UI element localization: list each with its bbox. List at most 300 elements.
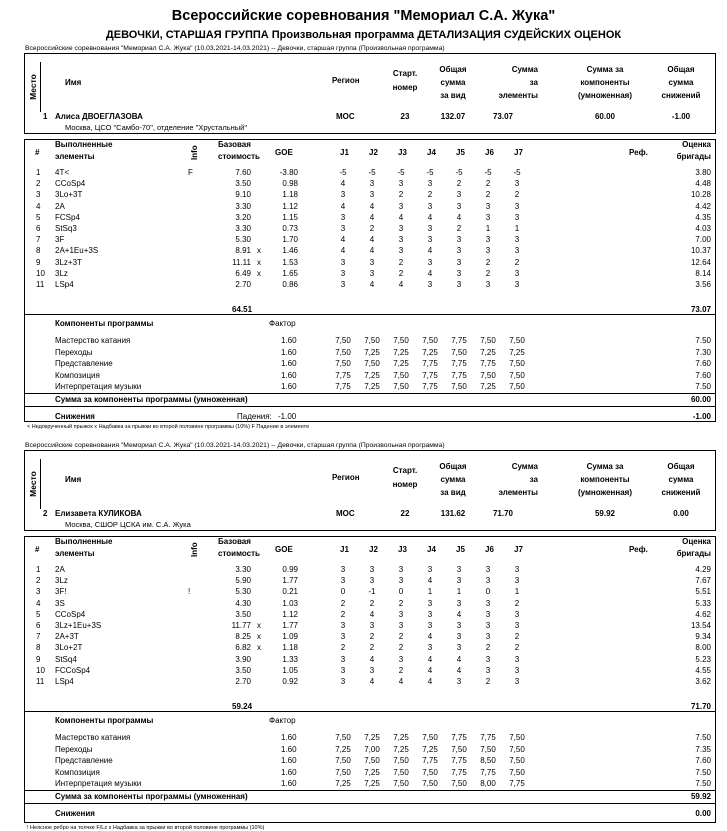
judge-component-score: 7,50 <box>393 370 409 380</box>
component-panel-score: 7.50 <box>695 733 711 742</box>
judge-component-score: 7,50 <box>335 733 351 742</box>
judge-score: 2 <box>514 598 520 608</box>
judge-score: 3 <box>340 677 346 686</box>
judge-component-score: 7,25 <box>480 347 496 357</box>
judge-score: -5 <box>484 168 492 177</box>
component-panel-score: 7.50 <box>695 779 711 789</box>
judge-score: 3 <box>456 677 462 686</box>
judge-component-score: 7,50 <box>364 336 380 345</box>
judge-score: 2 <box>514 257 520 267</box>
judge-score: 3 <box>485 609 491 619</box>
judge-component-score: 7,25 <box>364 382 380 392</box>
judge-component-score: 7,25 <box>364 779 380 789</box>
element-row <box>25 235 715 246</box>
judge-4-header: J4 <box>427 545 436 554</box>
element-number: 9 <box>36 257 41 267</box>
judge-6-header: J6 <box>485 545 494 554</box>
component-factor: 1.60 <box>281 382 297 392</box>
judge-score: 3 <box>514 665 520 675</box>
base-value-total: 59.24 <box>232 702 253 711</box>
element-panel-score: 9.34 <box>695 632 711 642</box>
element-panel-score: 10.28 <box>690 190 711 200</box>
skater-tes: 71.70 <box>492 509 514 518</box>
element-base-value: 3.50 <box>235 179 251 189</box>
component-row <box>25 348 715 359</box>
skater-club: Москва, ЦСО "Самбо-70", отделение "Хрустальный" <box>65 123 248 132</box>
component-panel-score: 7.50 <box>695 382 711 392</box>
judge-component-score: 7,50 <box>480 744 496 754</box>
element-base-value: 9.10 <box>235 190 251 200</box>
judge-score: 3 <box>485 246 491 256</box>
element-goe: 0.73 <box>282 224 298 233</box>
tes-header: Сумма за элементы <box>498 462 538 497</box>
judge-score: 3 <box>427 179 433 189</box>
judge-component-score: 7,50 <box>480 336 496 345</box>
judge-score: 3 <box>485 621 491 630</box>
judge-score: 3 <box>340 280 346 289</box>
judge-score: 2 <box>485 268 491 278</box>
element-base-value: 6.49 <box>235 268 251 278</box>
judge-component-score: 7,50 <box>451 347 467 357</box>
judge-component-score: 7,75 <box>422 756 438 766</box>
judge-score: 3 <box>427 643 433 653</box>
judge-score: 2 <box>485 643 491 653</box>
judge-score: -5 <box>339 168 347 177</box>
skater-deductions: 0.00 <box>673 509 689 518</box>
judge-score: 4 <box>456 212 462 222</box>
judge-score: 3 <box>398 201 404 211</box>
num-header: # <box>35 545 40 554</box>
judge-component-score: 7,75 <box>335 382 351 392</box>
judge-component-score: 7,50 <box>480 370 496 380</box>
judge-score: 3 <box>398 235 404 245</box>
judge-score: 3 <box>514 609 520 619</box>
element-number: 6 <box>36 621 41 630</box>
element-goe: 0.98 <box>282 179 298 189</box>
component-row <box>25 779 715 790</box>
skater-name: Алиса ДВОЕГЛАЗОВА <box>55 112 143 121</box>
judge-score: 1 <box>514 224 520 233</box>
element-number: 7 <box>36 632 41 642</box>
judge-score: 2 <box>340 598 346 608</box>
element-goe: 1.46 <box>282 246 298 256</box>
elements-total: 71.70 <box>690 702 711 711</box>
judge-score: 3 <box>340 632 346 642</box>
judge-component-score: 7,00 <box>364 744 380 754</box>
judge-3-header: J3 <box>398 545 407 554</box>
judge-4-header: J4 <box>427 148 436 157</box>
element-base-value: 3.50 <box>235 609 251 619</box>
element-row <box>25 565 715 576</box>
judge-score: 3 <box>427 565 433 574</box>
judge-score: 3 <box>340 257 346 267</box>
judge-score: 3 <box>340 212 346 222</box>
judge-score: 4 <box>340 235 346 245</box>
judge-score: 2 <box>398 632 404 642</box>
judge-score: 4 <box>456 654 462 664</box>
legend: ! Неясное ребро на толчке F/Lz x Надбавка за прыжки во второй половине программы (10%) <box>27 825 265 831</box>
element-goe: 1.33 <box>282 654 298 664</box>
element-name: 3Lz+1Eu+3S <box>55 621 102 630</box>
element-base-value: 5.30 <box>235 235 251 245</box>
element-number: 5 <box>36 212 41 222</box>
judge-component-score: 7,50 <box>451 382 467 392</box>
skater-rank: 1 <box>43 112 48 121</box>
element-number: 11 <box>36 280 45 289</box>
judge-score: 3 <box>456 598 462 608</box>
judge-component-score: 7,75 <box>422 370 438 380</box>
component-panel-score: 7.30 <box>695 347 711 357</box>
judge-score: 3 <box>456 190 462 200</box>
skater-region: МОС <box>336 112 355 121</box>
element-name: LSp4 <box>55 280 74 289</box>
judge-component-score: 7,50 <box>422 733 438 742</box>
judge-score: 3 <box>485 576 491 586</box>
panel-score-header: Оценка бригады <box>676 537 711 558</box>
name-header: Имя <box>65 78 82 87</box>
judge-component-score: 7,50 <box>364 359 380 369</box>
judge-component-score: 7,25 <box>335 744 351 754</box>
element-base-value: 5.30 <box>235 587 251 597</box>
component-row <box>25 336 715 347</box>
judge-score: 3 <box>340 268 346 278</box>
judge-component-score: 7,50 <box>364 756 380 766</box>
component-panel-score: 7.60 <box>695 370 711 380</box>
element-panel-score: 12.64 <box>690 257 711 267</box>
element-base-value: 8.25 <box>235 632 251 642</box>
component-row <box>25 382 715 393</box>
judge-6-header: J6 <box>485 148 494 157</box>
judge-score: 4 <box>427 246 433 256</box>
judge-score: 2 <box>398 257 404 267</box>
elements-total: 73.07 <box>690 305 711 314</box>
deductions-header: Общая сумма снижений <box>661 65 701 100</box>
judge-1-header: J1 <box>340 545 349 554</box>
judge-component-score: 8,50 <box>480 756 496 766</box>
element-number: 2 <box>36 179 41 189</box>
goe-header: GOE <box>275 148 293 157</box>
element-number: 3 <box>36 587 41 597</box>
judge-score: 2 <box>369 643 375 653</box>
element-name: 3Lo+2T <box>55 643 83 653</box>
skater-pcs: 60.00 <box>594 112 616 121</box>
element-number: 2 <box>36 576 41 586</box>
element-goe: 1.18 <box>282 190 298 200</box>
judge-5-header: J5 <box>456 148 465 157</box>
component-row <box>25 733 715 744</box>
judge-component-score: 7,50 <box>509 370 525 380</box>
skater-start-number: 22 <box>400 509 410 518</box>
judge-component-score: 7,25 <box>422 744 438 754</box>
base-value-total: 64.51 <box>232 305 253 314</box>
judge-score: 3 <box>369 665 375 675</box>
judge-component-score: 7,75 <box>509 779 525 789</box>
judge-score: 3 <box>340 621 346 630</box>
judge-1-header: J1 <box>340 148 349 157</box>
element-row <box>25 224 715 235</box>
component-factor: 1.60 <box>281 347 297 357</box>
element-name: 3F! <box>55 587 67 597</box>
judge-component-score: 7,25 <box>480 382 496 392</box>
element-name: FCCoSp4 <box>55 665 91 675</box>
element-row <box>25 269 715 280</box>
judge-score: 3 <box>485 565 491 574</box>
element-number: 4 <box>36 598 41 608</box>
legend: < Недокрученный прыжок x Надбавка за прыжки во второй половине программы (10%) F Падение в элементе <box>27 424 310 430</box>
element-name: FCSp4 <box>55 212 80 222</box>
element-number: 7 <box>36 235 41 245</box>
judge-score: 2 <box>340 609 346 619</box>
info-header: Info <box>190 542 199 557</box>
judge-component-score: 7,50 <box>509 336 525 345</box>
element-number: 10 <box>36 665 45 675</box>
components-sum: 60.00 <box>690 395 711 404</box>
component-factor: 1.60 <box>281 756 297 766</box>
judge-component-score: 7,75 <box>451 359 467 369</box>
element-goe: 1.77 <box>282 621 298 630</box>
element-panel-score: 8.00 <box>695 643 711 653</box>
judge-score: -5 <box>368 168 376 177</box>
judge-component-score: 7,50 <box>451 744 467 754</box>
element-name: CCoSp4 <box>55 179 86 189</box>
element-panel-score: 3.80 <box>695 168 711 177</box>
page-header <box>0 8 727 42</box>
judge-score: 3 <box>485 632 491 642</box>
element-base-value: 3.20 <box>235 212 251 222</box>
deductions-header: Общая сумма снижений <box>661 462 701 497</box>
element-name: 3Lz+3T <box>55 257 82 267</box>
skater-name: Елизавета КУЛИКОВА <box>55 509 142 518</box>
judge-score: 3 <box>427 201 433 211</box>
judge-score: 2 <box>398 665 404 675</box>
element-name: CCoSp4 <box>55 609 86 619</box>
judge-2-header: J2 <box>369 545 378 554</box>
judge-component-score: 7,75 <box>422 359 438 369</box>
element-name: 2A <box>55 201 65 211</box>
judge-score: 3 <box>514 179 520 189</box>
page-title: Всероссийские соревнования "Мемориал С.А. Жука" <box>171 8 556 24</box>
element-name: 3Lo+3T <box>55 190 83 200</box>
component-name: Композиция <box>55 767 100 777</box>
judge-score: 3 <box>485 212 491 222</box>
elements-box <box>24 536 716 823</box>
element-base-value: 3.30 <box>235 224 251 233</box>
judge-component-score: 7,75 <box>480 359 496 369</box>
element-panel-score: 7.00 <box>695 235 711 245</box>
component-factor: 1.60 <box>281 744 297 754</box>
element-row <box>25 213 715 224</box>
element-goe: 0.92 <box>282 677 298 686</box>
judge-component-score: 7,25 <box>393 359 409 369</box>
judge-score: 3 <box>340 665 346 675</box>
element-row <box>25 632 715 643</box>
element-row <box>25 599 715 610</box>
element-number: 8 <box>36 643 41 653</box>
judge-score: 3 <box>398 179 404 189</box>
judge-score: 3 <box>340 576 346 586</box>
judge-score: 3 <box>427 235 433 245</box>
judge-score: 3 <box>456 632 462 642</box>
element-row <box>25 666 715 677</box>
element-row <box>25 643 715 654</box>
component-name: Интерпретация музыки <box>55 779 142 789</box>
element-base-value: 11.11 <box>232 257 251 267</box>
element-panel-score: 3.56 <box>695 280 711 289</box>
judge-score: 3 <box>514 268 520 278</box>
judge-score: 2 <box>369 224 375 233</box>
components-title: Компоненты программы <box>55 319 154 328</box>
judge-component-score: 7,50 <box>422 336 438 345</box>
judge-score: 4 <box>427 212 433 222</box>
element-base-value: 3.30 <box>235 201 251 211</box>
judge-component-score: 7,75 <box>480 733 496 742</box>
element-row <box>25 246 715 257</box>
element-bonus-marker: x <box>257 621 261 630</box>
element-name: 2A <box>55 565 65 574</box>
component-name: Интерпретация музыки <box>55 382 142 392</box>
judge-component-score: 7,25 <box>393 744 409 754</box>
num-header: # <box>35 148 40 157</box>
element-goe: 0.99 <box>282 565 298 574</box>
total-score-header: Общая сумма за вид <box>439 65 467 100</box>
judge-score: 3 <box>456 576 462 586</box>
element-base-value: 3.30 <box>235 565 251 574</box>
judge-component-score: 7,75 <box>451 733 467 742</box>
judge-score: 4 <box>398 677 404 686</box>
judge-score: 4 <box>369 201 375 211</box>
judge-score: 3 <box>456 268 462 278</box>
region-header: Регион <box>332 473 360 482</box>
judge-score: 3 <box>427 280 433 289</box>
element-number: 10 <box>36 268 45 278</box>
element-row <box>25 179 715 190</box>
component-panel-score: 7.60 <box>695 756 711 766</box>
judge-score: 2 <box>398 268 404 278</box>
judge-score: -5 <box>455 168 463 177</box>
referee-header: Реф. <box>629 148 648 157</box>
judge-score: 3 <box>398 654 404 664</box>
executed-elements-header: Выполненные элементы <box>55 537 113 558</box>
judge-component-score: 7,50 <box>422 767 438 777</box>
judge-component-score: 7,75 <box>335 370 351 380</box>
executed-elements-header: Выполненные элементы <box>55 140 113 161</box>
element-name: LSp4 <box>55 677 74 686</box>
judge-score: 3 <box>398 224 404 233</box>
element-goe: 0.21 <box>282 587 298 597</box>
skater-rank: 2 <box>43 509 48 518</box>
judge-score: 4 <box>340 201 346 211</box>
element-panel-score: 4.62 <box>695 609 711 619</box>
element-base-value: 11.77 <box>231 621 251 630</box>
judge-score: 2 <box>427 190 433 200</box>
start-number-header: Старт. номер <box>392 69 418 92</box>
judge-component-score: 7,50 <box>451 779 467 789</box>
judge-score: 1 <box>514 587 520 597</box>
judge-component-score: 7,50 <box>509 744 525 754</box>
element-goe: 1.70 <box>282 235 298 245</box>
judge-component-score: 7,75 <box>451 336 467 345</box>
judge-score: 3 <box>456 235 462 245</box>
element-panel-score: 4.29 <box>695 565 711 574</box>
pcs-header: Сумма за компоненты (умноженная) <box>578 65 632 100</box>
skater-pcs: 59.92 <box>594 509 616 518</box>
element-base-value: 3.50 <box>235 665 251 675</box>
element-name: 2A+3T <box>55 632 79 642</box>
judge-score: 3 <box>514 565 520 574</box>
judge-score: 2 <box>485 677 491 686</box>
judge-score: 3 <box>514 576 520 586</box>
judge-score: 4 <box>369 235 375 245</box>
summary-box <box>24 53 716 134</box>
judge-score: 1 <box>427 587 433 597</box>
judge-component-score: 7,75 <box>422 382 438 392</box>
judge-component-score: 8,00 <box>480 779 496 789</box>
judge-component-score: 7,50 <box>422 779 438 789</box>
judge-score: 3 <box>485 654 491 664</box>
component-name: Представление <box>55 359 113 369</box>
judge-score: 3 <box>369 565 375 574</box>
components-title: Компоненты программы <box>55 716 154 725</box>
judge-score: 2 <box>485 257 491 267</box>
element-bonus-marker: x <box>257 632 261 642</box>
judge-score: -5 <box>426 168 434 177</box>
judge-score: 4 <box>398 280 404 289</box>
judge-score: 4 <box>369 609 375 619</box>
components-sum-label: Сумма за компоненты программы (умноженная) <box>55 792 248 801</box>
judge-score: 4 <box>369 654 375 664</box>
judge-score: 2 <box>340 643 346 653</box>
judge-score: 2 <box>514 632 520 642</box>
element-row <box>25 202 715 213</box>
judge-component-score: 7,75 <box>451 756 467 766</box>
element-panel-score: 7.67 <box>695 576 711 586</box>
judge-component-score: 7,50 <box>509 359 525 369</box>
element-base-value: 6.82 <box>235 643 251 653</box>
judge-score: 3 <box>369 190 375 200</box>
judge-score: 3 <box>485 598 491 608</box>
element-row <box>25 190 715 201</box>
element-goe: 1.53 <box>282 257 298 267</box>
element-bonus-marker: x <box>257 268 261 278</box>
element-base-value: 5.90 <box>235 576 251 586</box>
element-row <box>25 655 715 666</box>
judge-score: 2 <box>514 643 520 653</box>
element-goe: -3.80 <box>279 168 298 177</box>
component-panel-score: 7.50 <box>695 767 711 777</box>
judge-score: 2 <box>369 632 375 642</box>
element-goe: 1.18 <box>282 643 298 653</box>
component-factor: 1.60 <box>281 767 297 777</box>
element-number: 8 <box>36 246 41 256</box>
judge-7-header: J7 <box>514 545 523 554</box>
judge-component-score: 7,50 <box>509 767 525 777</box>
element-panel-score: 5.23 <box>695 654 711 664</box>
judge-score: -1 <box>368 587 376 597</box>
judge-component-score: 7,25 <box>393 347 409 357</box>
component-row <box>25 371 715 382</box>
page-subtitle: ДЕВОЧКИ, СТАРШАЯ ГРУППА Произвольная программа ДЕТАЛИЗАЦИЯ СУДЕЙСКИХ ОЦЕНОК <box>105 29 622 41</box>
factor-header: Фактор <box>269 716 296 725</box>
judge-component-score: 7,50 <box>335 359 351 369</box>
judge-component-score: 7,50 <box>509 756 525 766</box>
component-name: Композиция <box>55 370 100 380</box>
rank-column-header: Место <box>26 62 41 112</box>
element-name: 2A+1Eu+3S <box>55 246 99 256</box>
judge-component-score: 7,25 <box>509 347 525 357</box>
pcs-header: Сумма за компоненты (умноженная) <box>578 462 632 497</box>
judge-score: 3 <box>427 598 433 608</box>
component-factor: 1.60 <box>281 733 297 742</box>
